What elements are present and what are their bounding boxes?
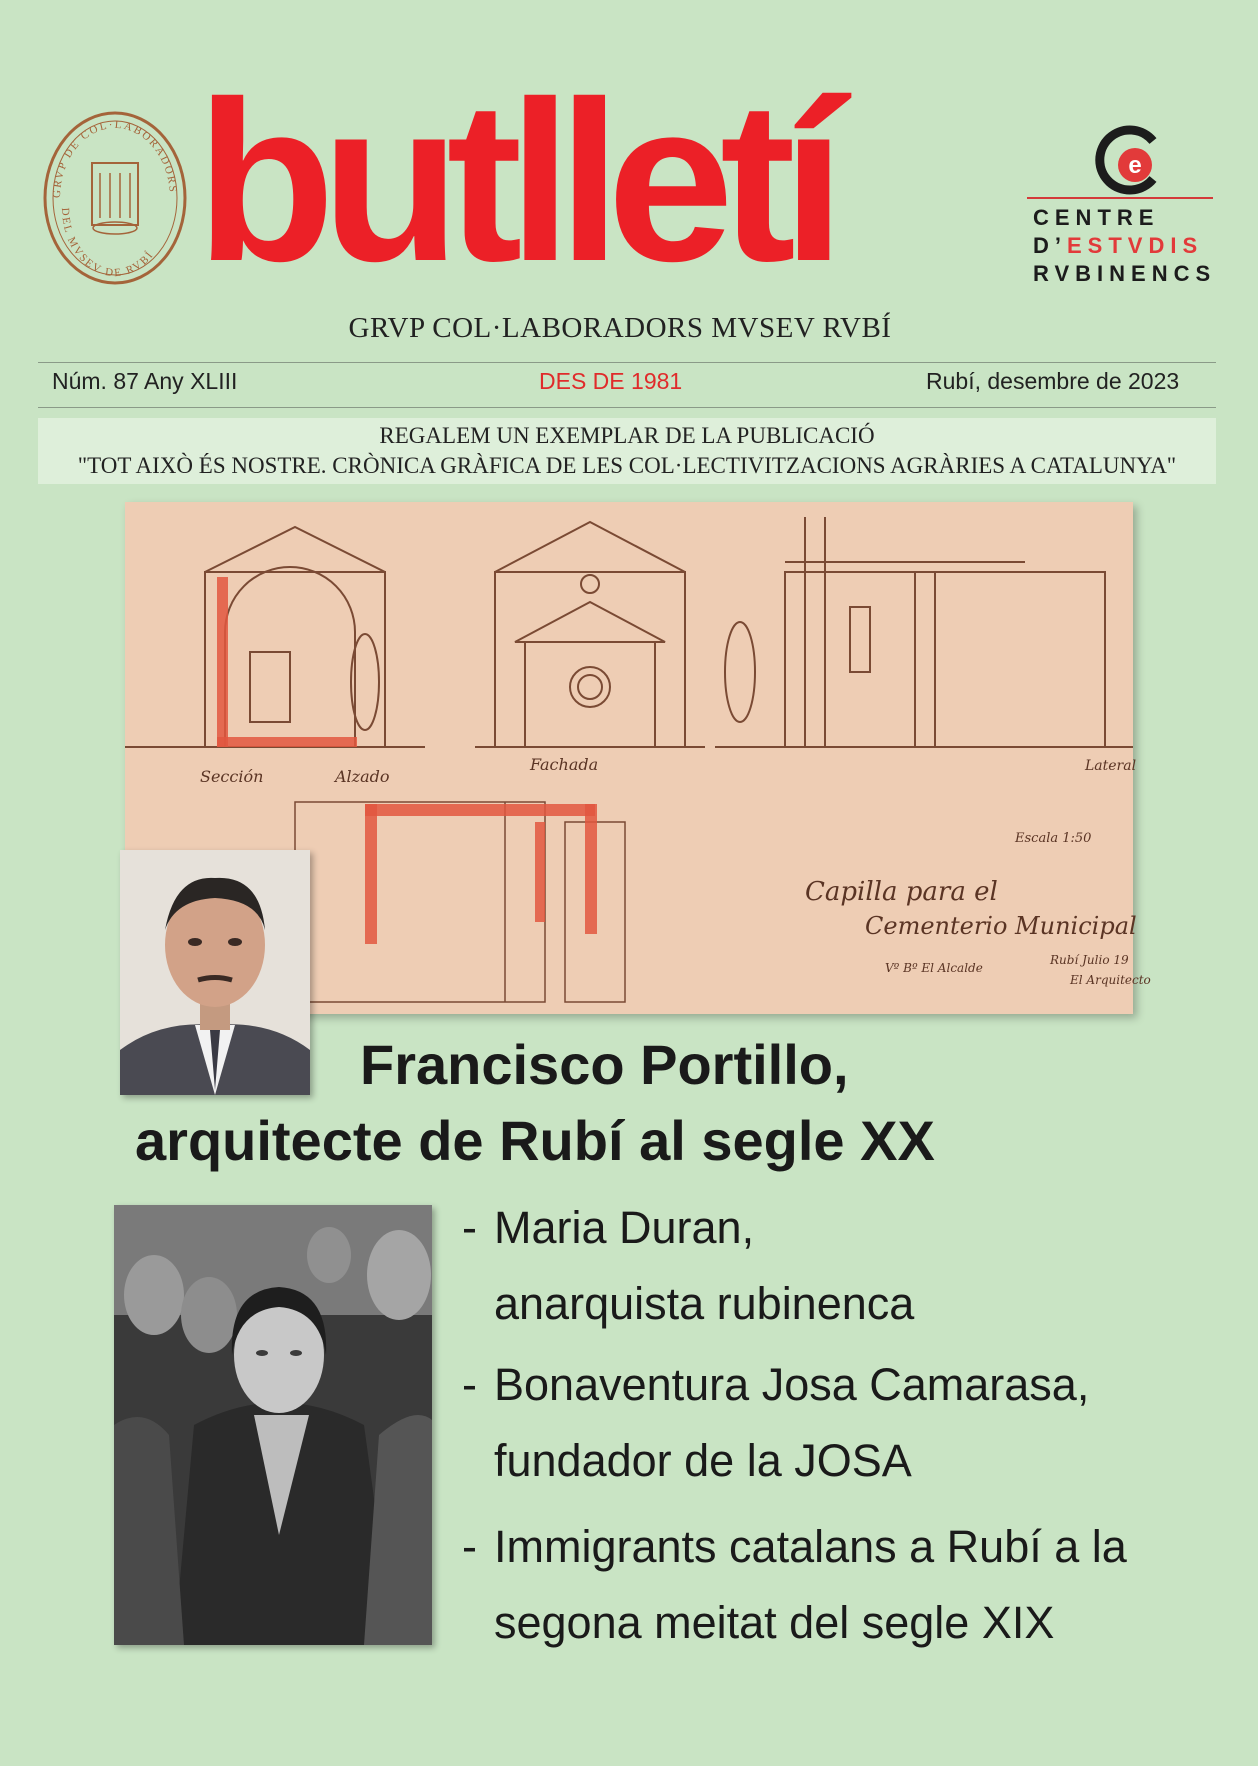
article-title: Immigrants catalans a Rubí a la (494, 1521, 1127, 1572)
publisher-logo (1025, 115, 1217, 295)
article-dash: - (462, 1359, 477, 1410)
article-dash: - (462, 1521, 477, 1572)
museum-seal-logo (40, 108, 190, 288)
portrait-francisco-portillo (120, 850, 310, 1095)
issue-since: DES DE 1981 (539, 368, 683, 394)
logo-line-rubinencs: RVBINENCS (1033, 261, 1217, 286)
blueprint-label-fachada: Fachada (530, 755, 599, 774)
blueprint-caption-line-2: Cementerio Municipal (865, 912, 1137, 940)
blueprint-label-alzado: Alzado (335, 767, 390, 786)
svg-text:GRVP DE COL·LABORADORS: GRVP DE COL·LABORADORS (50, 118, 179, 199)
article-subtitle: anarquista rubinenca (494, 1278, 915, 1329)
logo-rule (1027, 197, 1213, 199)
article-item-2 (462, 1347, 1089, 1499)
divider-top (38, 362, 1216, 363)
logo-line-centre: CENTRE (1033, 205, 1160, 230)
blueprint-label-lateral: Lateral (1085, 758, 1137, 774)
article-subtitle: fundador de la JOSA (494, 1435, 912, 1486)
blueprint-signature-right-2: El Arquitecto (1070, 973, 1151, 987)
masthead-title: butlletí (196, 55, 832, 309)
issue-date: Rubí, desembre de 2023 (926, 368, 1180, 394)
publication-subtitle: GRVP COL·LABORADORS MVSEV RVBÍ (348, 312, 892, 344)
blueprint-caption-line-1: Capilla para el (805, 877, 998, 907)
headline-line-2: arquitecte de Rubí al segle XX (135, 1109, 935, 1172)
blueprint-signature-left: Vº Bº El Alcalde (885, 961, 983, 975)
notice-line-1: REGALEM UN EXEMPLAR DE LA PUBLICACIÓ (379, 423, 875, 448)
svg-text:DEL MVSEV DE RVBÍ: DEL MVSEV DE RVBÍ (58, 207, 157, 280)
blueprint-label-section: Sección (200, 767, 264, 786)
headline-line-1: Francisco Portillo, (360, 1033, 849, 1096)
logo-line-estudis: D’ESTVDIS (1033, 233, 1204, 258)
cer-emblem-icon (1093, 125, 1163, 195)
article-subtitle: segona meitat del segle XIX (494, 1597, 1055, 1648)
article-item-3 (462, 1509, 1127, 1661)
divider-bottom (38, 407, 1216, 408)
notice-line-2: "TOT AIXÒ ÉS NOSTRE. CRÒNICA GRÀFICA DE LES COL·LECTIVITZACIONS AGRÀRIES A CATALUNYA" (77, 453, 1177, 478)
photo-maria-duran (114, 1205, 432, 1645)
article-title: Maria Duran, (494, 1202, 755, 1253)
article-item-1 (462, 1190, 914, 1342)
gift-notice (38, 418, 1216, 484)
issue-number: Núm. 87 Any XLIII (52, 368, 238, 394)
blueprint-scale: Escala 1:50 (1015, 831, 1092, 846)
blueprint-signature-right: Rubí Julio 19 (1050, 953, 1129, 967)
article-dash: - (462, 1202, 477, 1253)
article-title: Bonaventura Josa Camarasa, (494, 1359, 1090, 1410)
svg-text:e: e (1128, 152, 1142, 179)
